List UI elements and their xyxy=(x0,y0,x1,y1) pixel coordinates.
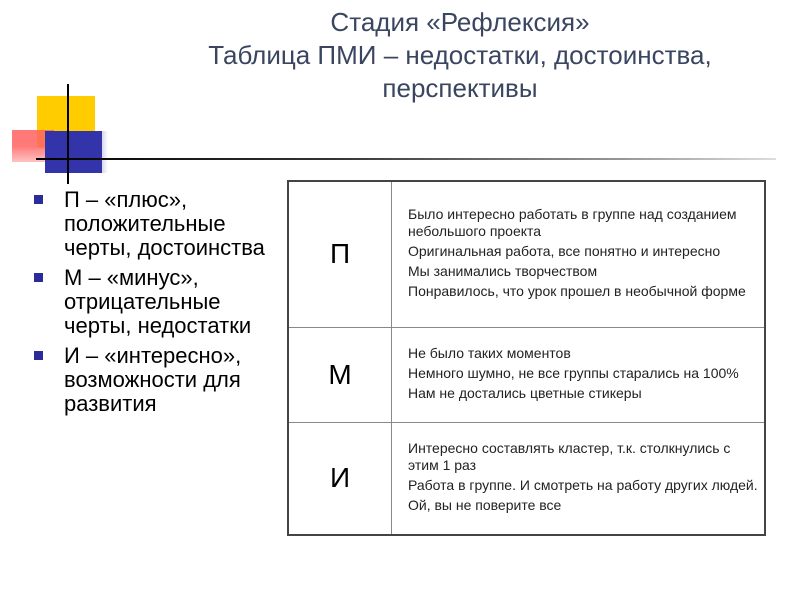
list-item: Понравилось, что урок прошел в необычной форме xyxy=(408,282,746,299)
table-row-interesting xyxy=(288,422,765,535)
bullet-item-plus xyxy=(34,188,284,260)
horizontal-rule xyxy=(36,158,776,160)
list-item: Было интересно работать в группе над созданием небольшого проекта xyxy=(408,205,737,239)
list-item: Ой, вы не поверите все xyxy=(408,496,562,513)
bullet-square-icon xyxy=(34,195,43,204)
row-letter: П xyxy=(288,181,392,327)
row-items xyxy=(392,327,766,422)
title-line-2: Таблица ПМИ – недостатки, достоинства, xyxy=(208,40,712,70)
title-line-3: перспективы xyxy=(382,73,538,103)
row-letter: И xyxy=(288,422,392,535)
row-items xyxy=(392,422,766,535)
bullet-text: П – «плюс», положительные черты, достоинства xyxy=(64,187,265,260)
list-item: Интересно составлять кластер, т.к. столкнулись с этим 1 раз xyxy=(408,439,731,473)
bullet-square-icon xyxy=(34,273,43,282)
blue-square-fade xyxy=(78,131,108,173)
slide-title xyxy=(150,6,770,105)
bullet-list xyxy=(34,188,284,422)
bullet-text: И – «интересно», возможности для развития xyxy=(64,343,242,416)
bullet-square-icon xyxy=(34,351,43,360)
pmi-table xyxy=(287,180,766,536)
bullet-item-minus xyxy=(34,266,284,338)
title-line-1: Стадия «Рефлексия» xyxy=(330,7,590,37)
list-item: Оригинальная работа, все понятно и интересно xyxy=(408,242,721,259)
list-item: Немного шумно, не все группы старались на 100% xyxy=(408,364,739,381)
row-letter: М xyxy=(288,327,392,422)
bullet-item-interesting xyxy=(34,344,284,416)
list-item: Не было таких моментов xyxy=(408,344,571,361)
list-item: Мы занимались творчеством xyxy=(408,262,598,279)
list-item: Нам не достались цветные стикеры xyxy=(408,384,642,401)
vertical-rule xyxy=(67,84,69,184)
row-items xyxy=(392,181,766,327)
table-row-plus xyxy=(288,181,765,327)
list-item: Работа в группе. И смотреть на работу других людей. xyxy=(408,476,758,493)
table-row-minus xyxy=(288,327,765,422)
bullet-text: М – «минус», отрицательные черты, недостатки xyxy=(64,265,252,338)
